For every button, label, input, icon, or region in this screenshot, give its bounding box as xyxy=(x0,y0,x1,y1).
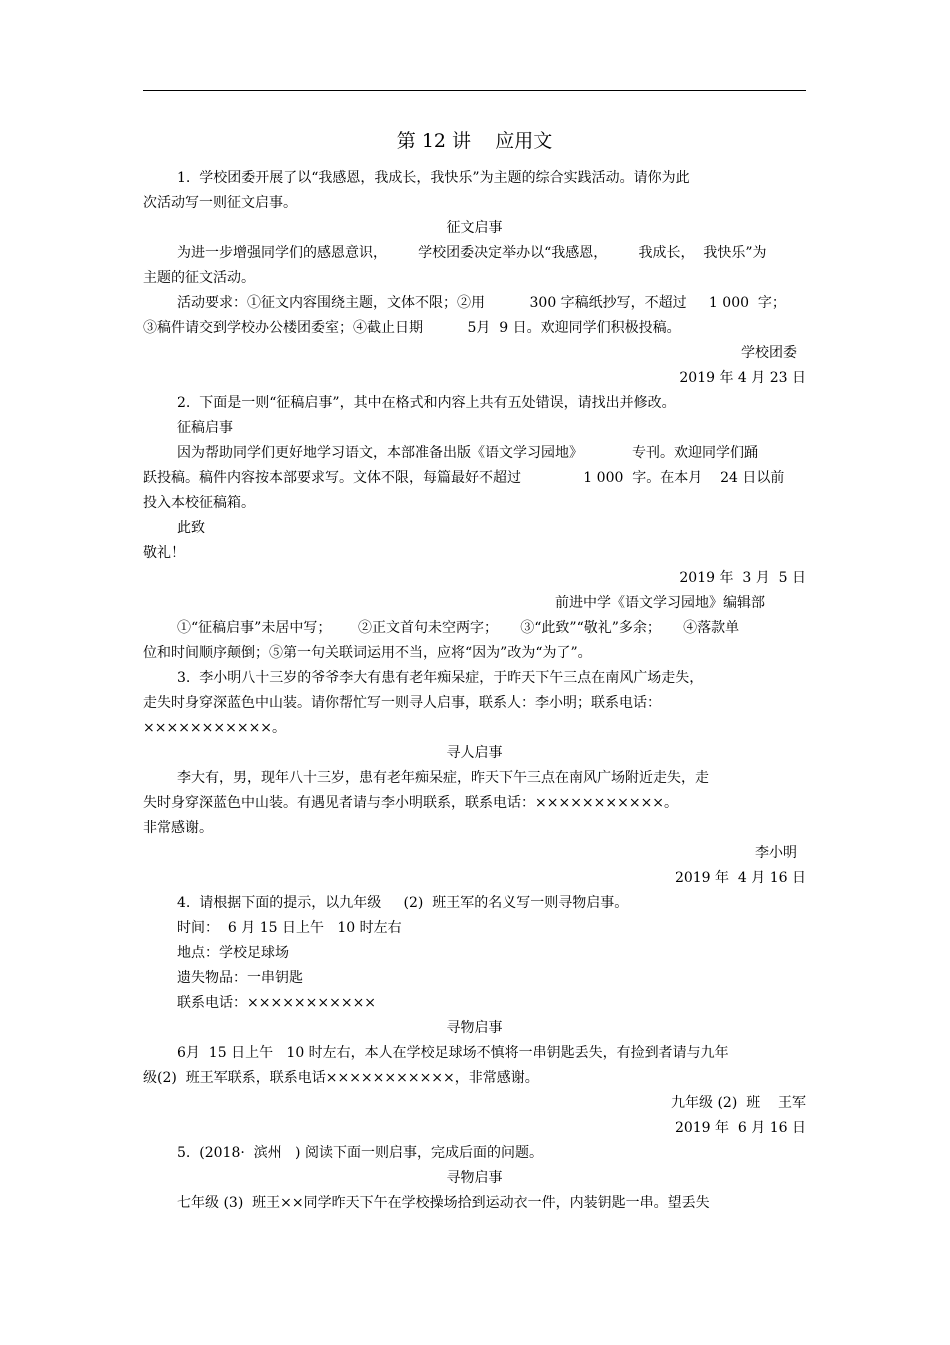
q4-body-line-1: 6月 15 日上午 10 时左右，本人在学校足球场不慎将一串钥匙丢失，有捡到者请与九年 xyxy=(177,1045,729,1061)
q1-body-line-3: 活动要求：①征文内容围绕主题，文体不限；②用 300 字稿纸抄写，不超过 1 000 字； xyxy=(177,295,786,311)
q4-answer-title: 寻物启事 xyxy=(446,1020,503,1036)
q5-body-line-1: 七年级 (3) 班王××同学昨天下午在学校操场拾到运动衣一件，内装钥匙一串。望丢失 xyxy=(177,1195,710,1211)
q4-item: 遗失物品：一串钥匙 xyxy=(177,970,303,986)
q3-stem-line-1: 3. 李小明八十三岁的爷爷李大有患有老年痴呆症，于昨天下午三点在南风广场走失， xyxy=(177,670,704,686)
q3-answer-title: 寻人启事 xyxy=(446,745,503,761)
q2-cizhi: 此致 xyxy=(177,520,205,536)
q3-stem-line-2: 走失时身穿深蓝色中山装。请你帮忙写一则寻人启事，联系人：李小明；联系电话： xyxy=(143,695,661,711)
q4-stem: 4. 请根据下面的提示，以九年级 (2) 班王军的名义写一则寻物启事。 xyxy=(177,895,629,911)
q2-jingli: 敬礼！ xyxy=(143,545,185,561)
q4-signature: 九年级 (2) 班 王军 xyxy=(671,1095,806,1111)
page-title: 第 12 讲 应用文 xyxy=(396,130,553,152)
q1-answer-title: 征文启事 xyxy=(446,220,503,236)
q4-place: 地点：学校足球场 xyxy=(177,945,289,961)
q2-body-line-2: 跃投稿。稿件内容按本部要求写。文体不限，每篇最好不超过 1 000 字。在本月 24 日以前 xyxy=(143,470,785,486)
q1-stem-line-1: 1. 学校团委开展了以“我感恩，我成长，我快乐”为主题的综合实践活动。请你为此 xyxy=(177,170,690,186)
q1-body-line-1: 为进一步增强同学们的感恩意识， 学校团委决定举办以“我感恩， 我成长， 我快乐”为 xyxy=(177,245,767,261)
q1-body-line-4: ③稿件请交到学校办公楼团委室；④截止日期 5月 9 日。欢迎同学们积极投稿。 xyxy=(143,320,681,336)
q1-date: 2019 年 4 月 23 日 xyxy=(679,370,806,386)
q3-signature: 李小明 xyxy=(755,845,797,861)
q3-body-line-3: 非常感谢。 xyxy=(143,820,213,836)
q3-body-line-2: 失时身穿深蓝色中山装。有遇见者请与李小明联系，联系电话：×××××××××××。 xyxy=(143,795,679,811)
q3-stem-line-3: ×××××××××××。 xyxy=(143,720,287,736)
q2-signature: 前进中学《语文学习园地》编辑部 xyxy=(555,595,765,611)
q3-date: 2019 年 4 月 16 日 xyxy=(674,870,806,886)
q4-body-line-2: 级(2) 班王军联系，联系电话×××××××××××，非常感谢。 xyxy=(143,1070,539,1086)
q2-answer-line-1: ①“征稿启事”未居中写； ②正文首句未空两字； ③“此致”“敬礼”多余； ④落款单 xyxy=(177,620,740,636)
q1-stem-line-2: 次活动写一则征文启事。 xyxy=(143,195,297,211)
q1-body-line-2: 主题的征文活动。 xyxy=(143,270,255,286)
q4-time: 时间： 6 月 15 日上午 10 时左右 xyxy=(177,920,402,936)
q2-answer-line-2: 位和时间顺序颠倒；⑤第一句关联词运用不当，应将“因为”改为“为了”。 xyxy=(143,645,592,661)
q4-phone: 联系电话：××××××××××× xyxy=(177,995,377,1011)
q2-stem: 2. 下面是一则“征稿启事”，其中在格式和内容上共有五处错误，请找出并修改。 xyxy=(177,395,676,411)
q2-notice-title: 征稿启事 xyxy=(177,420,233,436)
q2-body-line-3: 投入本校征稿箱。 xyxy=(143,495,255,511)
q5-notice-title: 寻物启事 xyxy=(446,1170,503,1186)
q5-stem: 5. (2018· 滨州 ) 阅读下面一则启事，完成后面的问题。 xyxy=(177,1145,543,1161)
q3-body-line-1: 李大有，男，现年八十三岁，患有老年痴呆症，昨天下午三点在南风广场附近走失，走 xyxy=(177,770,709,786)
q1-signature: 学校团委 xyxy=(741,345,797,361)
q2-date: 2019 年 3 月 5 日 xyxy=(679,570,806,586)
q2-body-line-1: 因为帮助同学们更好地学习语文，本部准备出版《语文学习园地》 专刊。欢迎同学们踊 xyxy=(177,445,758,461)
header-rule xyxy=(143,90,806,91)
q4-date: 2019 年 6 月 16 日 xyxy=(674,1120,806,1136)
